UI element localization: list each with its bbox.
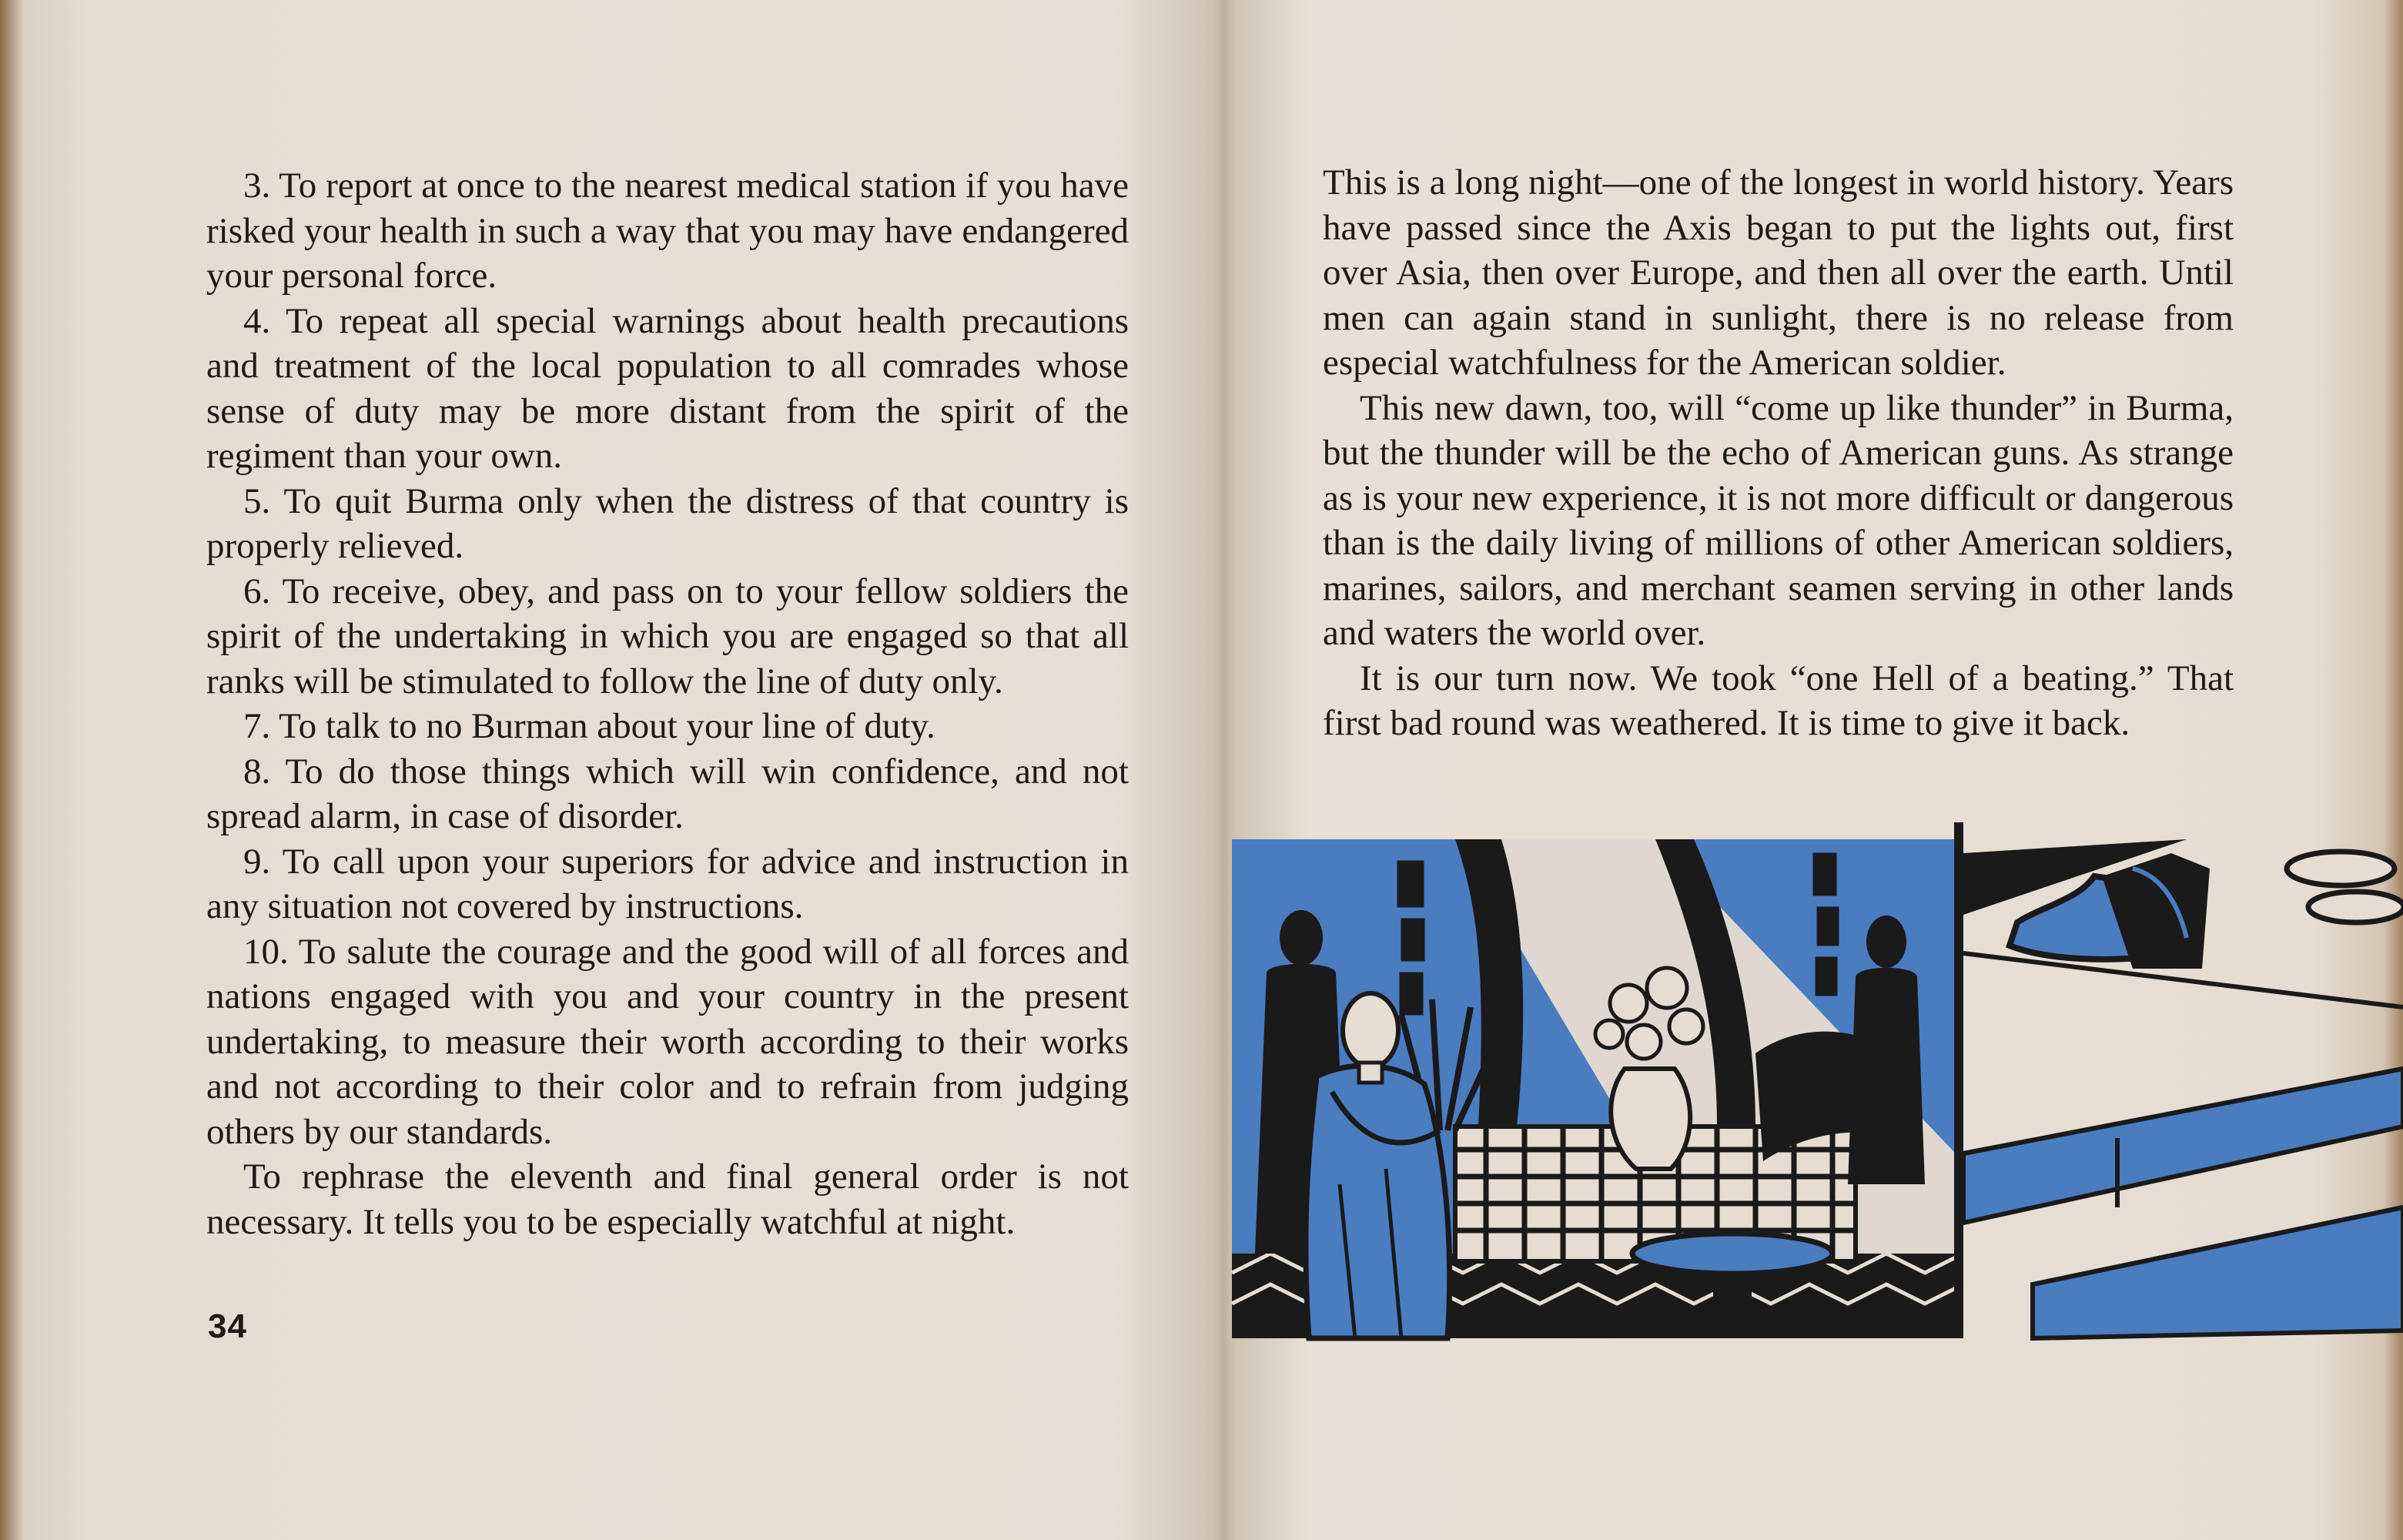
general-order-4: 4. To repeat all special warnings about health precautions and treatment of the local population to all comrades whose sense of duty may be more distant from the spirit of the regiment than your own.	[206, 300, 1129, 476]
sandals	[2287, 852, 2403, 922]
left-page-text	[206, 163, 1129, 1244]
temple-illustration-svg	[1224, 822, 2403, 1346]
new-dawn-paragraph: This new dawn, too, will “come up like thunder” in Burma, but the thunder will be the echo of American guns. As strange as is your new experience, it is not more difficult or dangerous than is the daily living of millions of other American soldiers, marines, sailors, and merchant seamen serving in other lands and waters the world over.	[1323, 387, 2234, 653]
offering-bowl	[1632, 1234, 1832, 1274]
long-night-paragraph: This is a long night—one of the longest in world history. Years have passed since the Axis began to put the lights out, first over Asia, then over Europe, and then all over the earth. Until men can again stand in sunlight, there is no release from especial watchfulness for the American soldier.	[1323, 162, 2234, 383]
right-page	[1224, 0, 2403, 1540]
our-turn-paragraph: It is our turn now. We took “one Hell of a beating.” That first bad round was weathered. It is time to give it back.	[1323, 658, 2234, 743]
right-page-text	[1323, 160, 2234, 746]
bowl-stand	[1713, 1273, 1752, 1338]
dark-wall	[1954, 822, 1963, 1338]
flower-vase	[1611, 1069, 1690, 1169]
temple-steps-scene	[1954, 822, 2403, 1338]
temple-interior-scene	[1232, 839, 1956, 1338]
closing-paragraph: To rephrase the eleventh and final general order is not necessary. It tells you to be especially watchful at night.	[206, 1157, 1129, 1242]
general-order-6: 6. To receive, obey, and pass on to your fellow soldiers the spirit of the undertaking in which you are engaged so that all ranks will be stimulated to follow the line of duty only.	[206, 571, 1129, 701]
general-order-3: 3. To report at once to the nearest medical station if you have risked your health in such a way that you may have endangered your personal force.	[206, 166, 1129, 296]
general-order-5: 5. To quit Burma only when the distress of that country is properly relieved.	[206, 480, 1129, 566]
upper-step-face	[1963, 1069, 2403, 1223]
page-number: 34	[208, 1307, 247, 1345]
general-order-8: 8. To do those things which will win confidence, and not spread alarm, in case of disorder.	[206, 751, 1129, 836]
general-order-10: 10. To salute the courage and the good will of all forces and nations engaged with you and your country in the present undertaking, to measure their worth according to their works and not according to their color and to refrain from judging others by our standards.	[206, 931, 1129, 1152]
temple-illustration	[1224, 822, 2403, 1346]
general-order-7: 7. To talk to no Burman about your line of duty.	[243, 706, 935, 746]
general-order-9: 9. To call upon your superiors for advice and instruction in any situation not covered by instructions.	[206, 841, 1129, 926]
